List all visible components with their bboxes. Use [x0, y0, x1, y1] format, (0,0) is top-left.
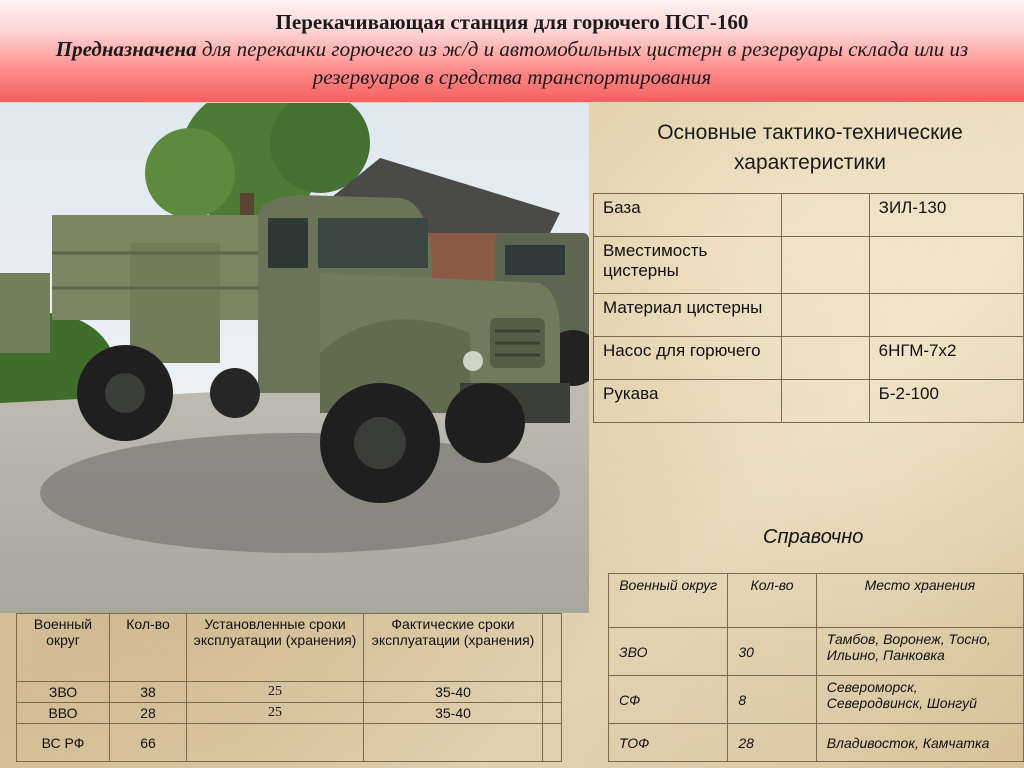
set-period-cell: 25 — [187, 682, 364, 703]
spec-value: 6НГМ-7х2 — [869, 337, 1023, 380]
truck-photo — [0, 103, 589, 613]
slide-subtitle — [0, 35, 1024, 91]
count-cell: 30 — [728, 628, 816, 676]
count-cell: 66 — [110, 724, 187, 762]
count-cell: 8 — [728, 676, 816, 724]
header-cell: Фактические сроки эксплуатации (хранения) — [364, 614, 543, 682]
table-header-row — [17, 614, 562, 682]
district-cell: ЗВО — [17, 682, 110, 703]
district-cell: ВС РФ — [17, 724, 110, 762]
reference-label: Справочно — [763, 526, 864, 548]
district-cell: ЗВО — [609, 628, 728, 676]
subtitle-bold: Предназначена — [55, 37, 197, 61]
district-cell: СФ — [609, 676, 728, 724]
reference-table — [608, 573, 1024, 762]
spec-value — [869, 237, 1023, 294]
spec-label: База — [594, 194, 782, 237]
table-row — [17, 703, 562, 724]
set-period-cell — [187, 724, 364, 762]
empty-cell — [543, 682, 562, 703]
district-cell: ТОФ — [609, 724, 728, 762]
table-row — [594, 294, 1024, 337]
spec-empty-cell — [782, 294, 870, 337]
empty-cell — [543, 614, 562, 682]
place-cell: Владивосток, Камчатка — [816, 724, 1023, 762]
table-row — [594, 194, 1024, 237]
header-cell: Место хранения — [816, 574, 1023, 628]
spec-label: Насос для горючего — [594, 337, 782, 380]
header-cell: Кол-во — [110, 614, 187, 682]
set-period-cell: 25 — [187, 703, 364, 724]
count-cell: 28 — [728, 724, 816, 762]
count-cell: 38 — [110, 682, 187, 703]
header-cell: Военный округ — [609, 574, 728, 628]
table-row — [594, 337, 1024, 380]
spec-label: Вместимость цистерны — [594, 237, 782, 294]
empty-cell — [543, 703, 562, 724]
slide-title: Перекачивающая станция для горючего ПСГ-160 — [275, 10, 749, 34]
place-cell: Тамбов, Воронеж, Тосно, Ильино, Панковка — [816, 628, 1023, 676]
actual-period-cell: 35-40 — [364, 682, 543, 703]
spec-value: ЗИЛ-130 — [869, 194, 1023, 237]
actual-period-cell — [364, 724, 543, 762]
spec-label: Материал цистерны — [594, 294, 782, 337]
header-cell: Военный округ — [17, 614, 110, 682]
spec-label: Рукава — [594, 380, 782, 423]
table-row — [17, 724, 562, 762]
table-row — [17, 682, 562, 703]
table-row — [594, 380, 1024, 423]
count-cell: 28 — [110, 703, 187, 724]
table-row — [609, 628, 1024, 676]
table-row — [609, 676, 1024, 724]
table-row — [594, 237, 1024, 294]
spec-empty-cell — [782, 380, 870, 423]
table-row — [609, 724, 1024, 762]
place-cell: Североморск, Северодвинск, Шонгуй — [816, 676, 1023, 724]
empty-cell — [543, 724, 562, 762]
header-cell: Установленные сроки эксплуатации (хранения) — [187, 614, 364, 682]
district-cell: ВВО — [17, 703, 110, 724]
spec-value: Б-2-100 — [869, 380, 1023, 423]
periods-table — [16, 613, 562, 762]
spec-value — [869, 294, 1023, 337]
table-header-row — [609, 574, 1024, 628]
header-cell: Кол-во — [728, 574, 816, 628]
specs-table — [593, 193, 1024, 423]
slide-header — [0, 0, 1024, 102]
spec-empty-cell — [782, 337, 870, 380]
actual-period-cell: 35-40 — [364, 703, 543, 724]
subtitle-text: для перекачки горючего из ж/д и автомобильных цистерн в резервуары склада или из резервуаров в средства транспортирования — [196, 37, 969, 89]
spec-empty-cell — [782, 237, 870, 294]
spec-empty-cell — [782, 194, 870, 237]
specs-title: Основные тактико-технические характеристики — [657, 121, 963, 174]
